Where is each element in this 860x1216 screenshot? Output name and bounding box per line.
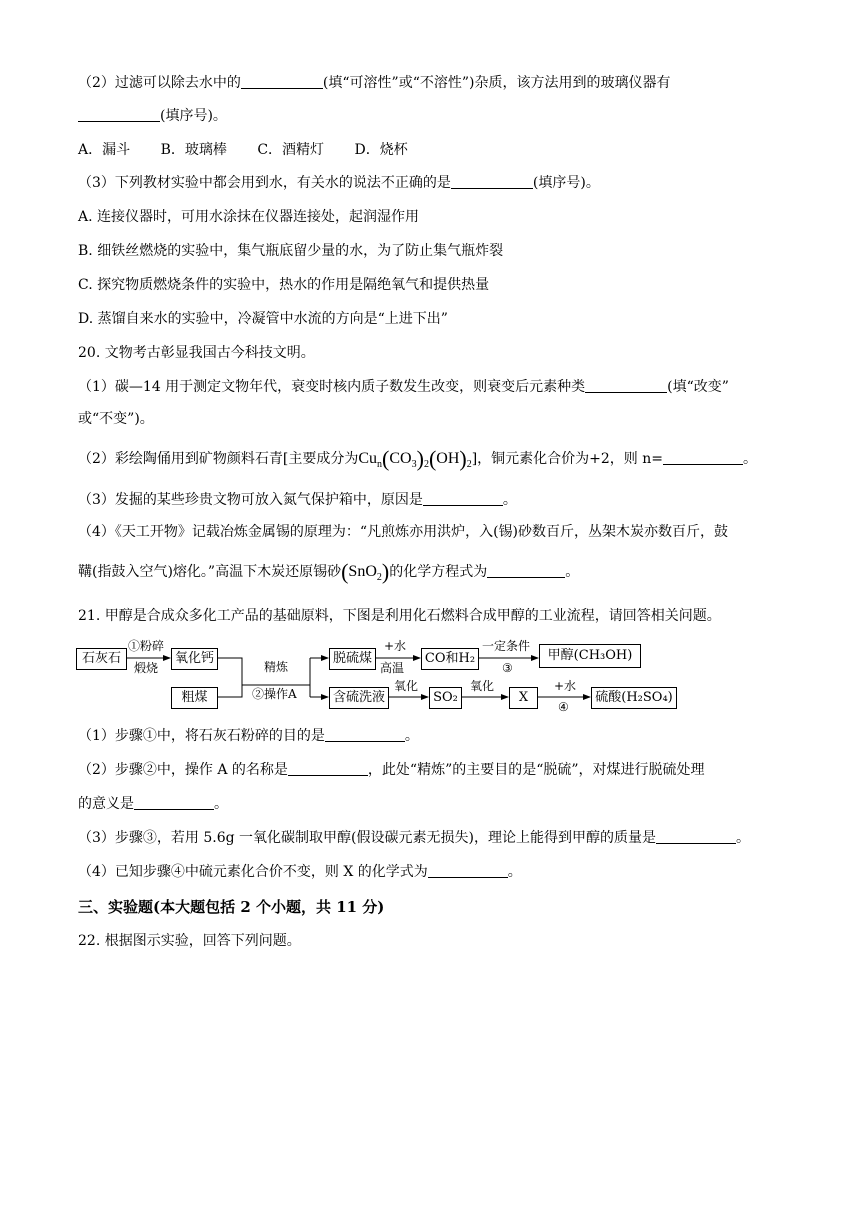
label-step4: ④ xyxy=(558,700,569,714)
label-oxidize-1: 氧化 xyxy=(394,679,419,693)
text: (填“改变” xyxy=(667,379,729,395)
label-refine: 精炼 xyxy=(264,660,289,674)
q21-part1 xyxy=(78,726,790,746)
label-step1-bottom: 煅烧 xyxy=(134,661,159,675)
answer-blank[interactable] xyxy=(585,378,667,393)
text: 。 xyxy=(404,728,419,744)
text: 。 xyxy=(735,830,750,846)
answer-blank[interactable] xyxy=(428,863,508,878)
box-methanol: 甲醇(CH₃OH) xyxy=(539,644,641,668)
label-high-temp: 高温 xyxy=(380,661,405,675)
text: （3）下列教材实验中都会用到水，有关水的说法不正确的是 xyxy=(78,175,451,191)
text: (填序号)。 xyxy=(532,175,600,191)
text: 。 xyxy=(565,564,580,580)
text: （2）过滤可以除去水中的 xyxy=(78,75,241,91)
option-b: B．玻璃棒 xyxy=(160,142,227,158)
q20-part2 xyxy=(78,446,790,475)
text: 。 xyxy=(507,864,522,880)
box-desulfurized-coal: 脱硫煤 xyxy=(329,648,376,670)
q19-option-a: A. 连接仪器时，可用水涂抹在仪器连接处，起润湿作用 xyxy=(78,209,420,225)
q19-options xyxy=(78,140,790,160)
answer-blank[interactable] xyxy=(451,174,533,189)
process-flow-diagram xyxy=(76,640,684,716)
q19-part2-line1 xyxy=(78,73,790,93)
text: 鞲(指鼓入空气)熔化。”高温下木炭还原锡砂 xyxy=(78,564,342,580)
text: （2）彩绘陶俑用到矿物颜料石青[主要成分为 xyxy=(78,451,359,467)
q19-option-b: B. 细铁丝燃烧的实验中，集气瓶底留少量的水，为了防止集气瓶炸裂 xyxy=(78,243,504,259)
box-x: X xyxy=(509,687,538,709)
text: 。 xyxy=(214,796,228,812)
q20-part4-line2 xyxy=(78,559,790,588)
label-step1-top: ①粉碎 xyxy=(128,639,165,653)
label-add-water-2: +水 xyxy=(554,679,577,693)
q20-title: 20. 文物考古彰显我国古今科技文明。 xyxy=(78,345,315,361)
text: （3）发掘的某些珍贵文物可放入氮气保护箱中，原因是 xyxy=(78,492,423,508)
answer-blank[interactable] xyxy=(325,727,405,742)
text: （1）步骤①中，将石灰石粉碎的目的是 xyxy=(78,728,325,744)
box-crude-coal: 粗煤 xyxy=(171,687,218,709)
option-c: C．酒精灯 xyxy=(257,142,325,158)
q21-title: 21. 甲醇是合成众多化工产品的基础原料，下图是利用化石燃料合成甲醇的工业流程，请回答相关问题。 xyxy=(78,608,721,624)
answer-blank[interactable] xyxy=(78,107,160,122)
text: （2）步骤②中，操作 A 的名称是 xyxy=(78,762,288,778)
label-step3: ③ xyxy=(502,661,513,675)
text: 的意义是 xyxy=(78,796,134,812)
q20-part3 xyxy=(78,490,790,510)
text: (填“可溶性”或“不溶性”)杂质，该方法用到的玻璃仪器有 xyxy=(322,75,671,91)
formula-azurite: $Cu_n(CO_3)_2(OH)_2$ xyxy=(358,446,472,471)
answer-blank[interactable] xyxy=(487,563,565,578)
option-d: D．烧杯 xyxy=(354,142,408,158)
text: 的化学方程式为 xyxy=(389,564,488,580)
q19-option-c: C. 探究物质燃烧条件的实验中，热水的作用是隔绝氧气和提供热量 xyxy=(78,277,490,293)
q21-part4 xyxy=(78,862,790,882)
q21-part2-line2 xyxy=(78,794,790,814)
label-condition: 一定条件 xyxy=(482,639,531,653)
option-a: A．漏斗 xyxy=(78,142,131,158)
q19-option-d: D. 蒸馏自来水的实验中，冷凝管中水流的方向是“上进下出” xyxy=(78,311,448,327)
answer-blank[interactable] xyxy=(423,491,503,506)
box-limestone: 石灰石 xyxy=(76,648,127,670)
text: ，此处“精炼”的主要目的是“脱硫”，对煤进行脱硫处理 xyxy=(367,762,705,778)
box-so2: SO₂ xyxy=(429,687,462,709)
q20-part1-line2: 或“不变”)。 xyxy=(78,411,154,427)
q22-title: 22. 根据图示实验，回答下列问题。 xyxy=(78,933,301,949)
box-calcium-oxide: 氧化钙 xyxy=(171,648,218,670)
q19-part3 xyxy=(78,173,790,193)
q19-part2-line2 xyxy=(78,106,790,126)
text: （4）已知步骤④中硫元素化合价不变，则 X 的化学式为 xyxy=(78,864,428,880)
label-add-water: +水 xyxy=(384,639,407,653)
section-3-heading: 三、实验题(本大题包括 2 个小题，共 11 分) xyxy=(78,898,385,916)
text: (填序号)。 xyxy=(160,108,227,124)
text: 。 xyxy=(502,492,517,508)
q21-part3 xyxy=(78,828,790,848)
answer-blank[interactable] xyxy=(656,829,736,844)
box-co-h2: CO和H₂ xyxy=(421,648,479,670)
text: 。 xyxy=(743,451,757,467)
q20-part4-line1: （4）《天工开物》记载冶炼金属锡的原理为：“凡煎炼亦用洪炉，入(锡)砂数百斤，丛架木炭亦数百斤，鼓 xyxy=(78,524,728,540)
q21-part2-line1 xyxy=(78,760,790,780)
label-oxidize-2: 氧化 xyxy=(470,679,495,693)
box-sulfuric-acid: 硫酸(H₂SO₄) xyxy=(591,687,677,709)
text: （3）步骤③，若用 5.6g 一氧化碳制取甲醇(假设碳元素无损失)，理论上能得到甲醇的质量是 xyxy=(78,830,656,846)
label-step2: ②操作A xyxy=(252,687,297,701)
formula-sno2: (SnO$_2$) xyxy=(341,559,390,584)
text: （1）碳—14 用于测定文物年代，衰变时核内质子数发生改变，则衰变后元素种类 xyxy=(78,379,586,395)
answer-blank[interactable] xyxy=(288,761,368,776)
answer-blank[interactable] xyxy=(134,795,214,810)
box-sulfur-wash: 含硫洗液 xyxy=(329,687,389,709)
text: ]，铜元素化合价为+2，则 n= xyxy=(471,451,663,467)
q20-part1-line1 xyxy=(78,377,790,397)
answer-blank[interactable] xyxy=(241,74,323,89)
answer-blank[interactable] xyxy=(663,450,743,465)
